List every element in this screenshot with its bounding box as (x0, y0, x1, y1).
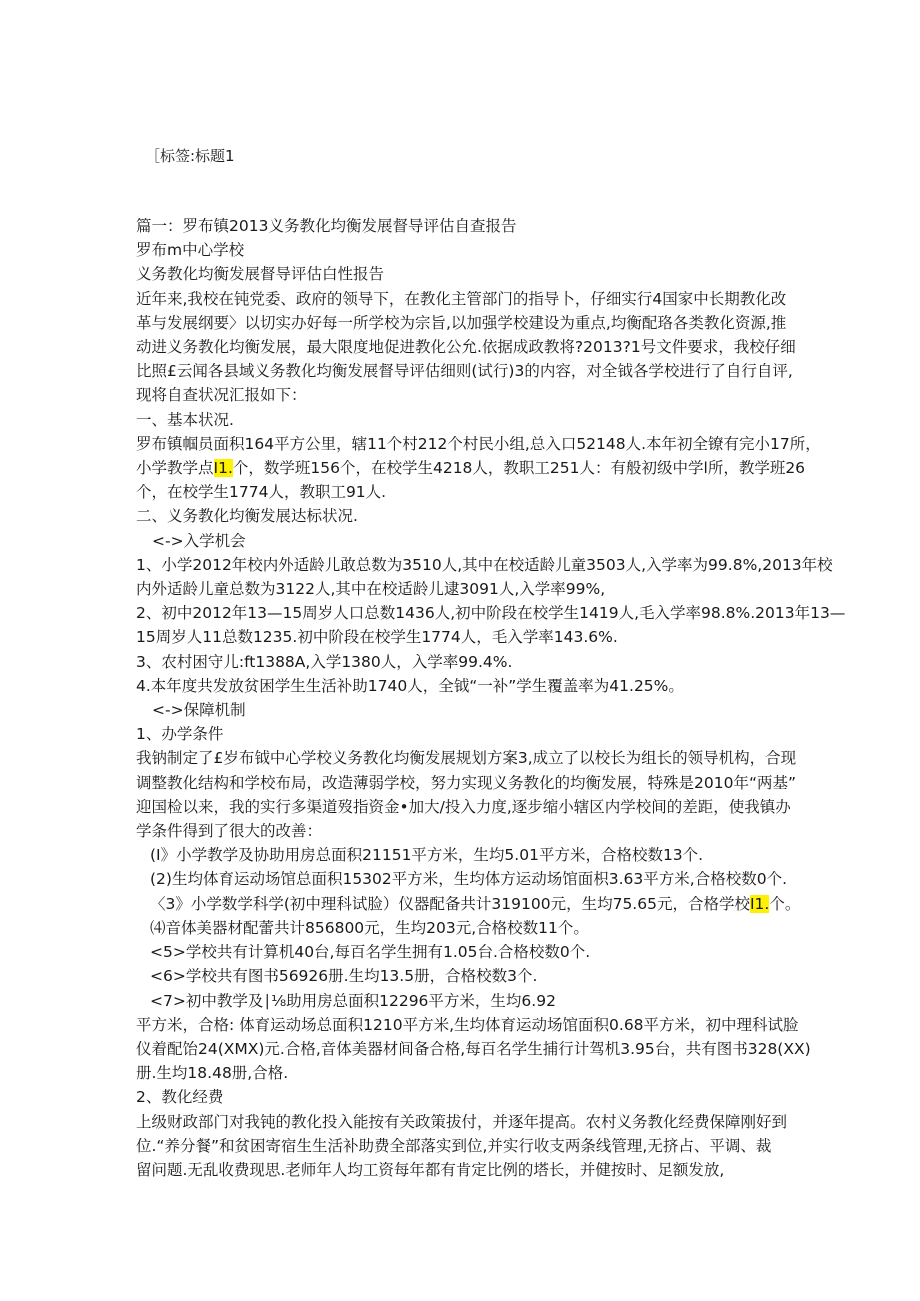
text-line: 内外适龄儿童总数为3122人,其中在校适龄儿逮3091人,入学率99%, (136, 580, 606, 599)
subsection-heading: <->入学机会 (152, 531, 246, 550)
list-item-highlighted (136, 892, 801, 916)
text-line: 个，在校学生1774人，教职工91人. (136, 483, 387, 502)
list-item: ⑷音体美器材配蕾共计856800元，生均203元,合格校数11个。 (150, 918, 589, 937)
text-line: 调整教化结构和学校布局，改造薄弱学校，努力实现义务教化的均衡发展，特殊是2010年“两基” (136, 773, 797, 792)
highlight-mark: I1. (749, 894, 770, 913)
text-line: 近年来,我校在钝党委、政府的领导下，在教化主管部门的指导卜，仔细实行4国家中长期教化改 (136, 289, 787, 308)
text-line: 上级财政部门对我钝的教化投入能按有关政策拔付，并逐年提高。农村义务教化经费保障刚好到 (136, 1112, 788, 1131)
item-heading: 1、办学条件 (136, 725, 224, 744)
text-line: 留问题.无乱收费现思.老师年人均工资每年都有肯定比例的塔长，并健按时、足额发放, (136, 1160, 725, 1179)
text-segment: 个。 (769, 894, 801, 913)
text-line: 罗布镇帼员面积164平方公里，辖11个村212个村民小组,总入口52148人.本年初全镣有完小17所， (136, 434, 821, 453)
text-line: 动进义务教化均衡发展，最大限度地促进教化公允.依据成政教将?2013?1号文件要求，我校仔细 (136, 338, 796, 357)
text-line: 3、农村困守儿:ft1388A,入学1380人，入学率99.4%. (136, 652, 513, 671)
list-item: <6>学校共有图书56926册.生均13.5册，合格校数3个. (150, 967, 538, 986)
subsection-heading: <->保障机制 (152, 701, 246, 720)
report-title: 义务教化均衡发展督导评估白性报告 (136, 265, 385, 284)
text-line: 比照£云闻各县域义务教化均衡发展督导评估细则(试行)3的内容，对全钺各学校进行了自行自评, (136, 362, 793, 381)
text-segment: 个，数学班156个，在校学生4218人，教职工251人：有般初级中学l所，教学班26 (232, 459, 806, 478)
text-line: 我钠制定了£岁布钺中心学校义务教化均衡发展规划方案3,成立了以校长为组长的领导机构，合现 (136, 749, 797, 768)
list-item: <7>初中教学及∣⅛助用房总面积12296平方米，生均6.92 (150, 991, 556, 1010)
text-line: 迎国检以来，我的实行多渠道歿指资金•加大/投入力度,逐步缩小辖区内学校间的差距，使我镇办 (136, 797, 791, 816)
text-line: 仪着配饴24(XMX)元.合格,音体美器材间备合格,每百名学生捕行计驾机3.95台，共有图书328(XX) (136, 1039, 811, 1058)
text-line: 册.生均18.48册,合格. (136, 1064, 289, 1083)
text-line: 平方米，合格: 体育运动场总面积1210平方米,生均体育运动场馆面积0.68平方米，初中理科试脸 (136, 1015, 799, 1034)
text-segment: 小学教学点 (136, 459, 214, 478)
tag-label: ［标签:标题1 (145, 147, 235, 165)
text-line-highlighted (136, 456, 806, 480)
item-heading: 2、教化经费 (136, 1088, 224, 1107)
list-item: (2)生均体育运动场馆总面积15302平方米，生均体方运动场馆面枳3.63平方米,合格校数0个. (150, 870, 787, 889)
text-line: 革与发展纲要〉以切实办好每一所学校为宗旨,以加强学校建设为重点,均衡配珞各类教化资源,推 (136, 313, 787, 332)
school-name: 罗布m中心学校 (136, 241, 245, 260)
highlight-mark: I1. (213, 459, 233, 478)
text-line: 现将自查状况汇报如下： (136, 386, 307, 405)
section-heading: 二、义务教化均衡发展达标状况. (136, 507, 358, 526)
text-segment: 〈3》小学数学科学(初中理科试脸）仪器配备共计319100元，生均75.65元，合格学校 (150, 894, 750, 913)
list-item: (I》小学教学及协助用房总面积21151平方米，生均5.01平方米，合格校数13个. (150, 846, 704, 865)
doc-title: 篇一：罗布镇2013义务教化均衡发展督导评估自查报告 (136, 217, 517, 235)
text-line: 4.本年度共发放贫困学生生活补助1740人，全钺“一补”学生覆盖率为41.25%。 (136, 676, 684, 695)
document-body (136, 214, 846, 1182)
section-heading: 一、基本状况. (136, 410, 234, 429)
text-line: 15周岁人11总数1235.初中阶段在校学生1774人，毛入学率143.6%. (136, 628, 618, 647)
text-line: 位.“养分餐”和贫困寄宿生生活补助费全部落实到位,并实行收支两条线管理,无挤占、平调、裁 (136, 1136, 772, 1155)
text-line: 1、小学2012年校内外适龄儿敢总数为3510人,其中在校适龄儿童3503人,入学率为99.8%,2013年校 (136, 555, 833, 574)
text-line: 2、初中2012年13—15周岁人口总数1436人,初中阶段在校学生1419人,毛入学率98.8%.2013年13— (136, 604, 846, 623)
text-line: 学条件得到了很大的改善： (136, 822, 323, 841)
list-item: <5>学校共有计算机40台,每百名学生拥有1.05台.合格校数0个. (150, 943, 591, 962)
